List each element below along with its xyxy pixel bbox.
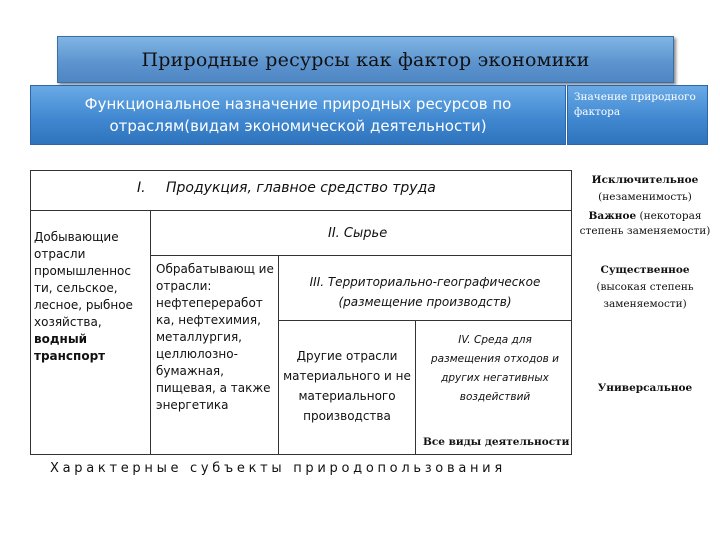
important-label: Важное [588,210,637,222]
important-note: (некоторая степень заменяемости) [579,210,711,237]
exclusive-note: (незаменимость) [598,191,692,203]
column-header: Функциональное назначение природных ресурсов по отраслям(видам экономической деятельности) [30,85,566,145]
side-column-header: Значение природного фактора [567,85,708,145]
essential-note: (высокая степень заменяемости) [596,281,694,310]
water-transport: водный транспорт [34,332,106,363]
significance-exclusive [574,172,716,206]
processing-industries: Обрабатывающ ие отрасли: нефтепереработ ка, нефтехимия, металлургия, целлюлозно-бумажная, пищевая, а также энергетика [156,262,274,412]
level-1-text: Продукция, главное средство труда [166,180,436,196]
significance-important [574,209,716,239]
level-4-text: IV. Среда для размещения отходов и других негативных воздействий [431,334,559,403]
significance-essential [580,262,710,313]
extractive-industries-text: Добывающие отрасли промышленнос ти, сельское, лесное, рыбное хозяйства, [34,230,133,329]
exclusive-label: Исключительное [591,174,699,186]
level-1-number: I. [137,180,146,196]
level-3-text: III. Территориально-географическое (размещение производств) [309,275,541,309]
divider [150,255,572,256]
significance-universal: Универсальное [597,382,693,394]
extractive-industries [34,229,148,365]
level-4-bottom: Все виды деятельности [423,436,570,448]
divider [415,320,416,455]
essential-label: Существенное [600,264,690,276]
divider [278,255,279,455]
divider [150,210,151,455]
footer-subjects: Характерные субъекты природопользования [50,461,506,476]
divider [30,210,572,211]
divider [278,320,572,321]
level-2-text: II. Сырье [328,226,388,241]
other-industries: Другие отрасли материального и не материального производства [283,349,411,423]
slide-title: Природные ресурсы как фактор экономики [57,36,674,83]
